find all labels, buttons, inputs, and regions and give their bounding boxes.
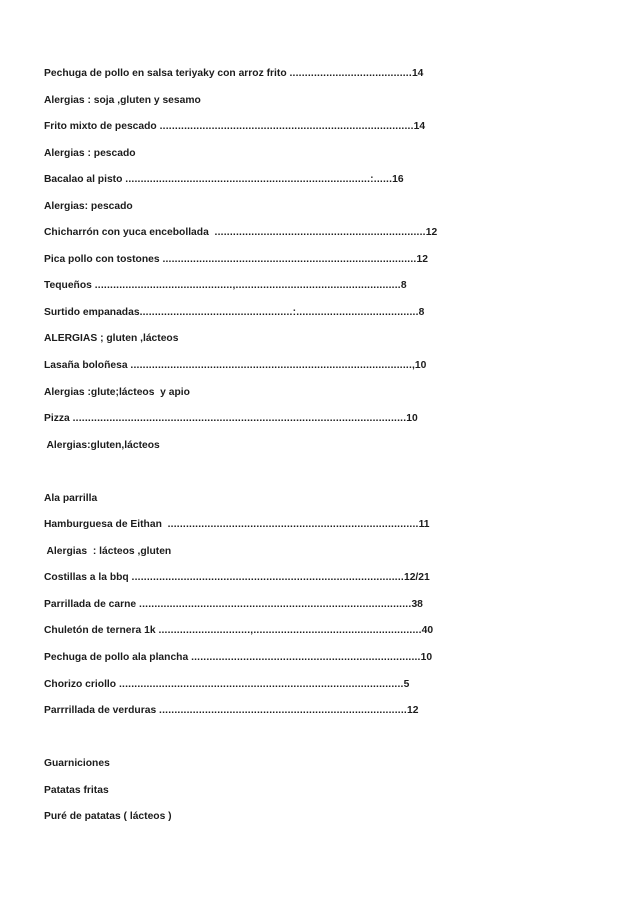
menu-item-price: 12 — [425, 227, 438, 239]
dot-leader: ............................................................................................. — [118, 678, 404, 690]
menu-item-name: Pizza — [44, 413, 73, 425]
dot-leader: ................................................................................... — [159, 121, 414, 133]
allergy-note: Alergias : pescado — [44, 147, 136, 159]
allergy-note: ALERGIAS ; gluten ,lácteos — [44, 333, 179, 345]
section-heading: Ala parrilla — [44, 492, 98, 504]
dot-leader: ................................................................................:...... — [125, 174, 393, 186]
menu-item-price: 38 — [411, 598, 423, 610]
dot-leader: ..................................................................... — [214, 227, 426, 239]
menu-item-name: Surtido empanadas — [44, 306, 140, 318]
dot-leader: ................................................................................... — [162, 253, 417, 265]
menu-item-row — [44, 273, 620, 300]
allergy-note: Alergias:gluten,lácteos — [44, 439, 160, 451]
dot-leader: ......................................................................................... — [139, 598, 412, 610]
menu-item-name: Frito mixto de pescado — [44, 121, 160, 133]
menu-item-row — [44, 698, 620, 725]
menu-item-row — [44, 247, 620, 274]
menu-item-name: Pica pollo con tostones — [44, 253, 163, 265]
menu-item-price: ,10 — [412, 360, 427, 372]
dot-leader: ......................................................................................... — [131, 572, 404, 584]
menu-item-price: 12 — [416, 253, 428, 265]
allergy-note: Alergias: pescado — [44, 200, 133, 212]
menu-item-row — [44, 167, 620, 194]
menu-item-row — [44, 645, 620, 672]
menu-item-row — [44, 512, 620, 539]
menu-item-price: 5 — [403, 678, 410, 690]
menu-item-row — [44, 300, 620, 327]
side-item: Puré de patatas ( lácteos ) — [44, 811, 172, 823]
dot-leader: .................................................................................. — [167, 519, 419, 531]
menu-item-name: Pechuga de pollo ala plancha — [44, 652, 192, 664]
dot-leader: ................................................................................. — [159, 705, 407, 717]
menu-item-price: 16 — [392, 174, 404, 186]
menu-item-price: 12/21 — [403, 572, 430, 584]
dot-leader: ............................................................................................ — [130, 360, 413, 372]
menu-item-name: Chorizo criollo — [44, 678, 119, 690]
dot-leader: ..............................,....................................................... — [158, 625, 422, 637]
menu-item-row — [44, 592, 620, 619]
menu-item-row — [44, 353, 620, 380]
menu-item-name: Chuletón de ternera 1k — [44, 625, 159, 637]
menu-item-name: Costillas a la bbq — [44, 572, 132, 584]
menu-item-row — [44, 220, 620, 247]
dot-leader: .............................................,...................................................... — [94, 280, 401, 292]
menu-item-row — [44, 565, 620, 592]
dot-leader: ..................................................:........................................ — [139, 306, 419, 318]
menu-item-price: 14 — [413, 121, 426, 133]
menu-item-price: 11 — [418, 519, 430, 531]
menu-item-row — [44, 114, 620, 141]
menu-item-price: 40 — [421, 625, 434, 637]
allergy-note: Alergias :glute;lácteos y apio — [44, 386, 190, 398]
menu-item-name: Bacalao al pisto — [44, 174, 126, 186]
allergy-note: Alergias : soja ,gluten y sesamo — [44, 94, 201, 106]
dot-leader: ............................................................................................................. — [72, 413, 407, 425]
menu-item-row — [44, 406, 620, 433]
menu-item-price: 8 — [418, 306, 425, 318]
menu-item-price: 12 — [406, 705, 419, 717]
allergy-note: Alergias : lácteos ,gluten — [44, 545, 172, 557]
menu-item-name: Pechuga de pollo en salsa teriyaky con arroz frito — [44, 68, 290, 79]
spacer — [44, 459, 620, 486]
menu-item-name: Lasaña boloñesa — [44, 360, 131, 372]
spacer — [44, 725, 620, 752]
menu-item-name: Hamburguesa de Eithan — [44, 519, 168, 531]
menu-item-name: Parrillada de carne — [44, 598, 140, 610]
menu-item-price: 10 — [420, 652, 433, 664]
section-heading: Guarniciones — [44, 758, 110, 770]
menu-item-row — [44, 61, 620, 88]
dot-leader: ........................................ — [289, 68, 412, 79]
menu-item-name: Parrrillada de verduras — [44, 705, 160, 717]
dot-leader: ........................................................................... — [191, 652, 421, 664]
menu-item-price: 10 — [406, 413, 418, 425]
menu-item-name: Tequeños — [44, 280, 95, 292]
menu-lines — [44, 61, 620, 831]
menu-item-name: Chicharrón con yuca encebollada — [44, 227, 215, 239]
side-item: Patatas fritas — [44, 784, 109, 796]
menu-item-row — [44, 618, 620, 645]
menu-item-price: 8 — [400, 280, 407, 292]
menu-item-price: 14 — [411, 68, 424, 79]
menu-item-row — [44, 672, 620, 699]
